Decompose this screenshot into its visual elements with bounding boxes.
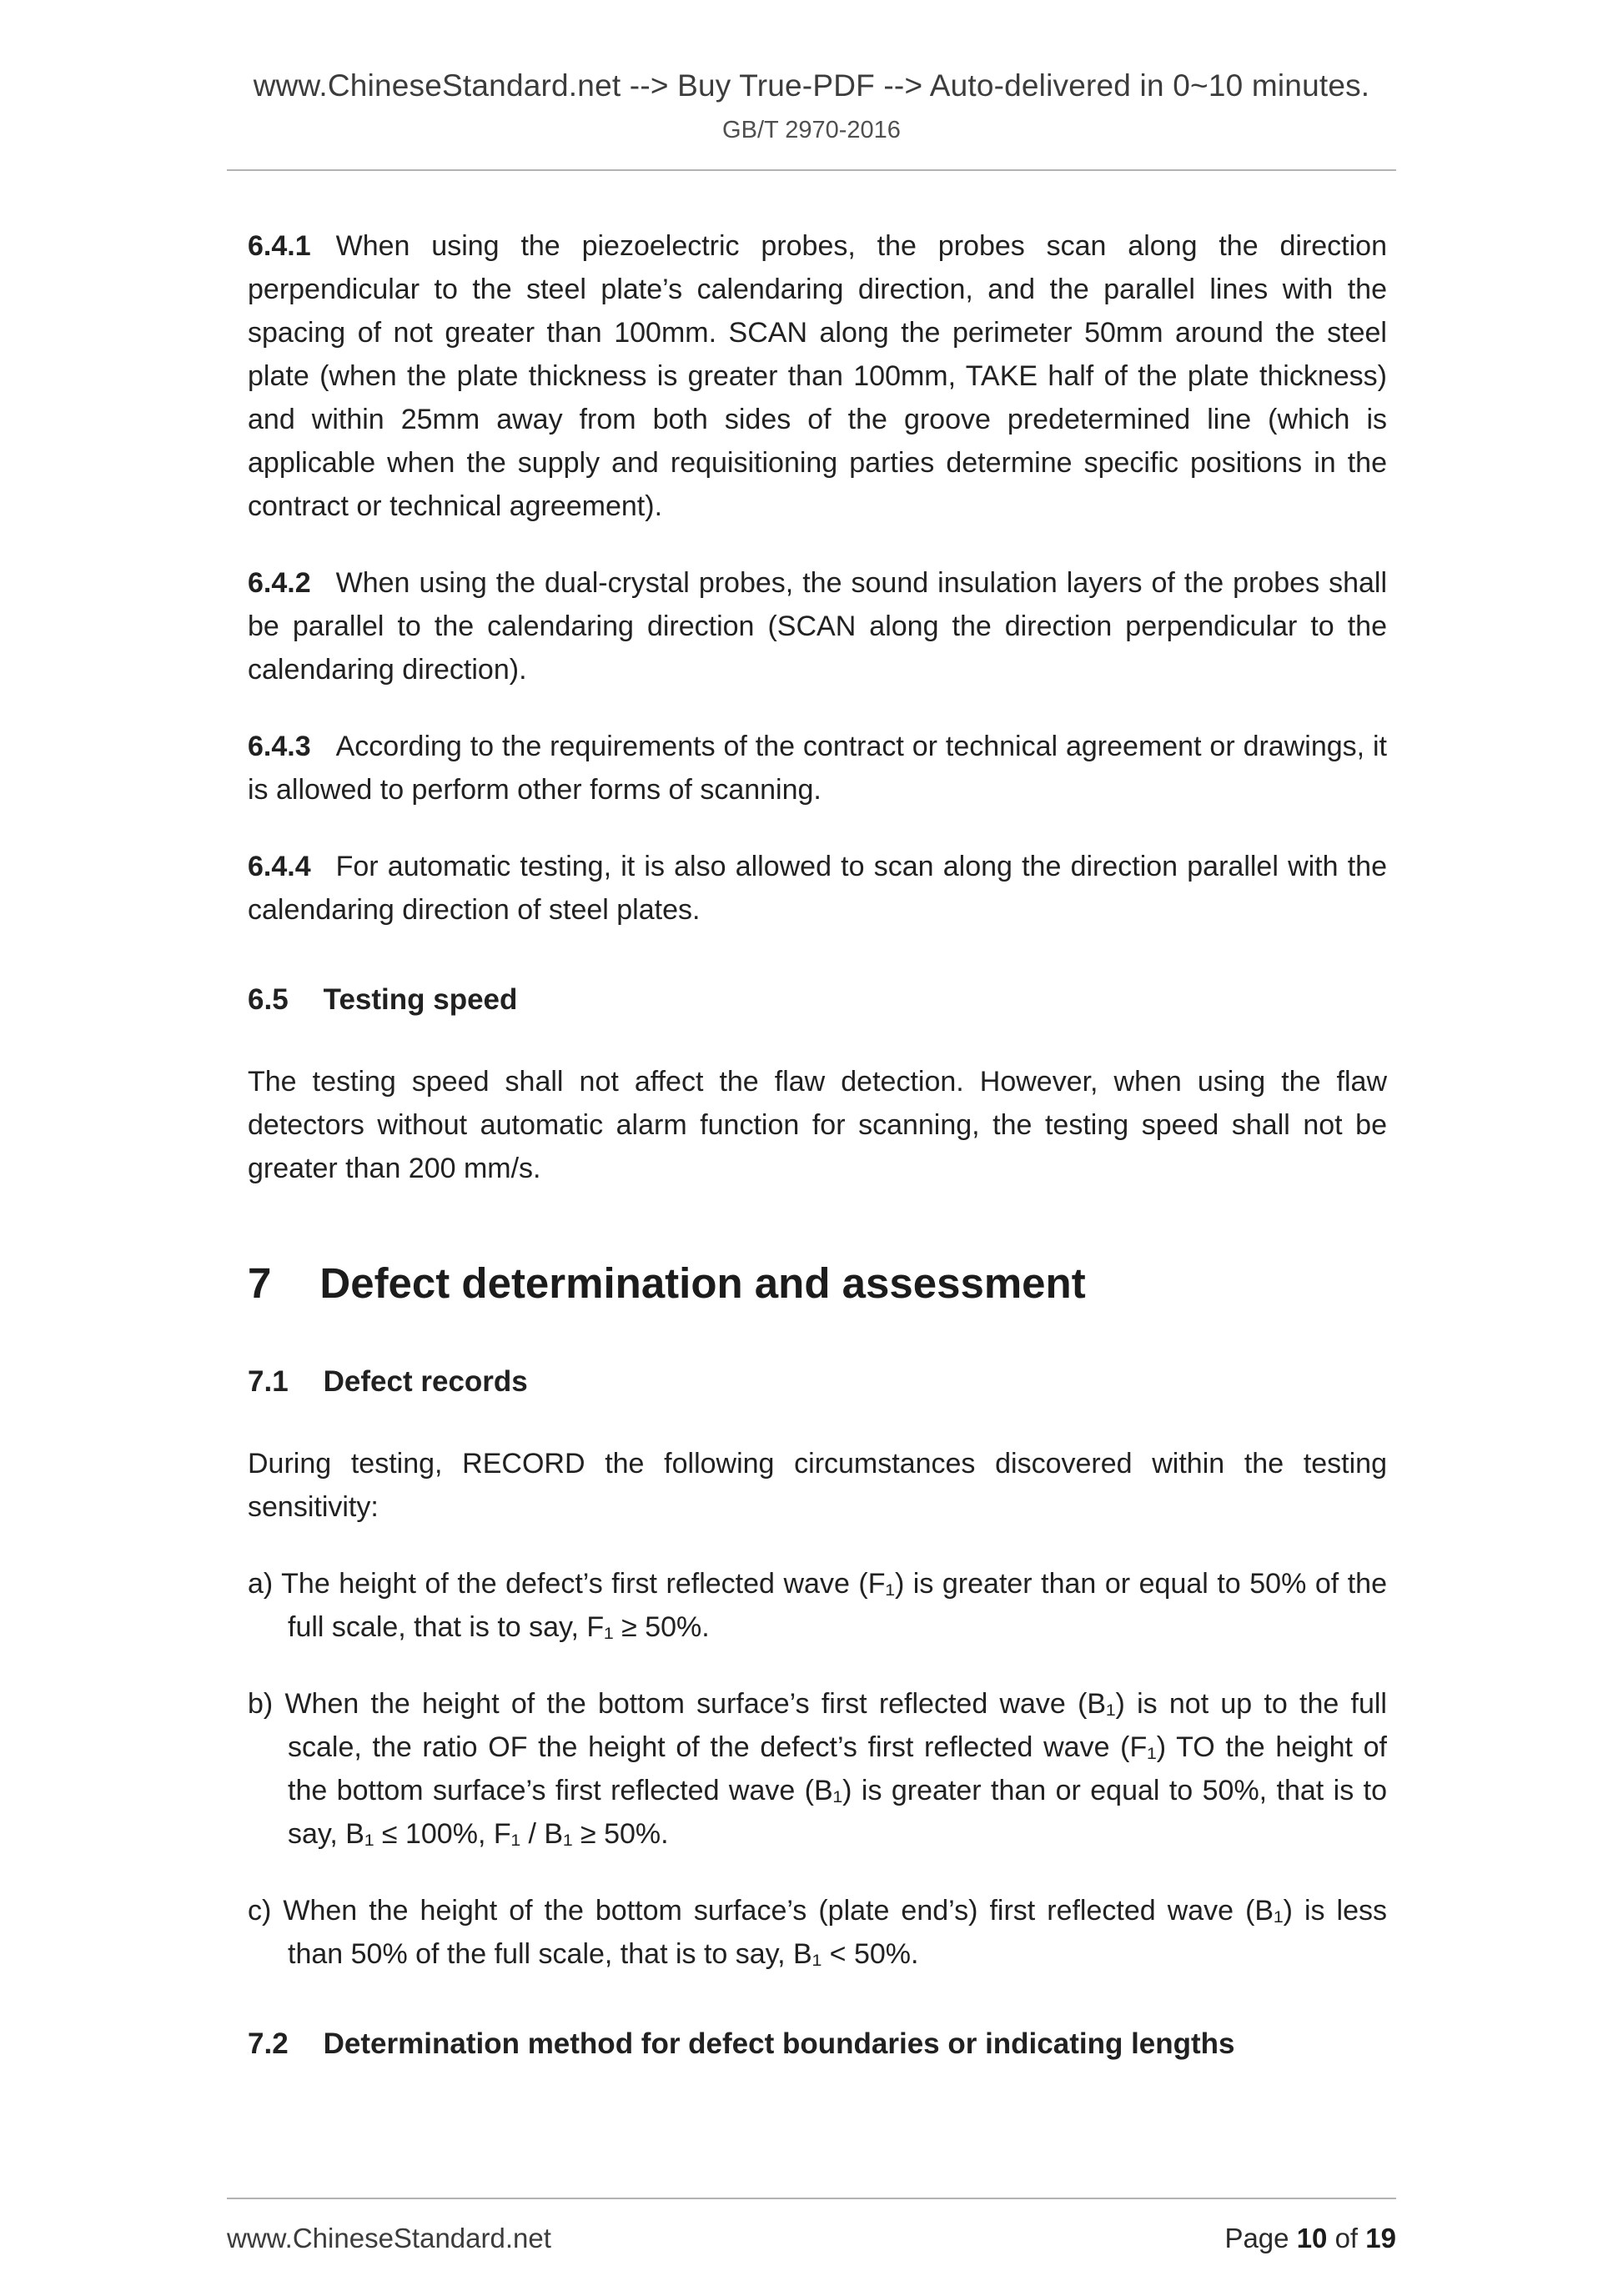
heading-7-2 [248,2022,1387,2066]
page-header [0,0,1623,171]
clause-text: For automatic testing, it is also allowed to scan along the direction parallel with the calendaring direction of steel plates. [248,851,1387,926]
clause-6-4-3 [248,725,1387,811]
page-total: 19 [1365,2223,1396,2253]
list-item-b [248,1682,1387,1856]
heading-7 [248,1259,1387,1307]
clause-number: 6.4.3 [248,731,311,762]
heading-number: 7 [248,1259,272,1307]
heading-number: 7.2 [248,2027,289,2060]
footer-row [227,2223,1396,2254]
clause-6-4-4 [248,845,1387,932]
paragraph-6-5: The testing speed shall not affect the flaw detection. However, when using the flaw detectors without automatic alarm function for scanning, the testing speed shall not be greater than 200 mm/s. [248,1066,1387,1184]
clause-number: 6.4.1 [248,230,311,262]
heading-number: 6.5 [248,983,289,1016]
heading-title: Defect determination and assessment [319,1259,1086,1307]
heading-title: Testing speed [323,983,518,1016]
list-item-c [248,1889,1387,1976]
list-text: The height of the defect’s first reflected wave (F₁) is greater than or equal to 50% of the full scale, that is to say, F₁ ≥ 50%. [281,1568,1387,1643]
footer-rule [227,2198,1396,2199]
list-marker: a) [248,1568,274,1600]
page-current: 10 [1296,2223,1328,2253]
page-word: Page [1224,2223,1289,2253]
list-text: When the height of the bottom surface’s first reflected wave (B₁) is not up to the full scale, the ratio OF the height of the defect’s first reflected wave (F₁) TO the height of the bottom surface’s first reflected wave (B₁) is greater than or equal to 50%, that is to say, B₁ ≤ 100%, F₁ / B₁ ≥ 50%. [284,1688,1387,1850]
heading-number: 7.1 [248,1365,289,1398]
footer-site-link[interactable]: www.ChineseStandard.net [227,2223,551,2253]
clause-text: When using the dual-crystal probes, the sound insulation layers of the probes shall be parallel to the calendaring direction (SCAN along the direction perpendicular to the calendaring direction). [248,567,1387,686]
heading-7-1 [248,1360,1387,1404]
header-tagline[interactable]: www.ChineseStandard.net --> Buy True-PDF --> Auto-delivered in 0~10 minutes. [253,68,1370,103]
page-content [248,224,1387,2066]
clause-6-4-1 [248,224,1387,528]
paragraph-7-1: During testing, RECORD the following circumstances discovered within the testing sensitivity: [248,1448,1387,1523]
list-marker: c) [248,1895,272,1927]
page-indicator [1224,2223,1396,2254]
list-marker: b) [248,1688,274,1720]
list-text: When the height of the bottom surface’s (plate end’s) first reflected wave (B₁) is less than 50% of the full scale, that is to say, B₁ < 50%. [283,1895,1387,1970]
heading-6-5 [248,978,1387,1022]
heading-title: Defect records [323,1365,528,1398]
header-doc-number: GB/T 2970-2016 [722,117,901,143]
page-footer [227,2198,1396,2254]
header-rule [227,169,1396,171]
clause-6-4-2 [248,561,1387,691]
heading-title: Determination method for defect boundaries or indicating lengths [323,2027,1235,2060]
list-item-a [248,1562,1387,1649]
clause-number: 6.4.4 [248,851,311,882]
clause-text: When using the piezoelectric probes, the probes scan along the direction perpendicular to the steel plate’s calendaring direction, and the parallel lines with the spacing of not greater than 100mm. SCAN along the perimeter 50mm around the steel plate (when the plate thickness is greater than 100mm, TAKE half of the plate thickness) and within 25mm away from both sides of the groove predetermined line (which is applicable when the supply and requisitioning parties determine specific positions in the contract or technical agreement). [248,230,1387,522]
clause-number: 6.4.2 [248,567,311,599]
page-connector: of [1334,2223,1359,2253]
clause-text: According to the requirements of the contract or technical agreement or drawings, it is allowed to perform other forms of scanning. [248,731,1387,806]
